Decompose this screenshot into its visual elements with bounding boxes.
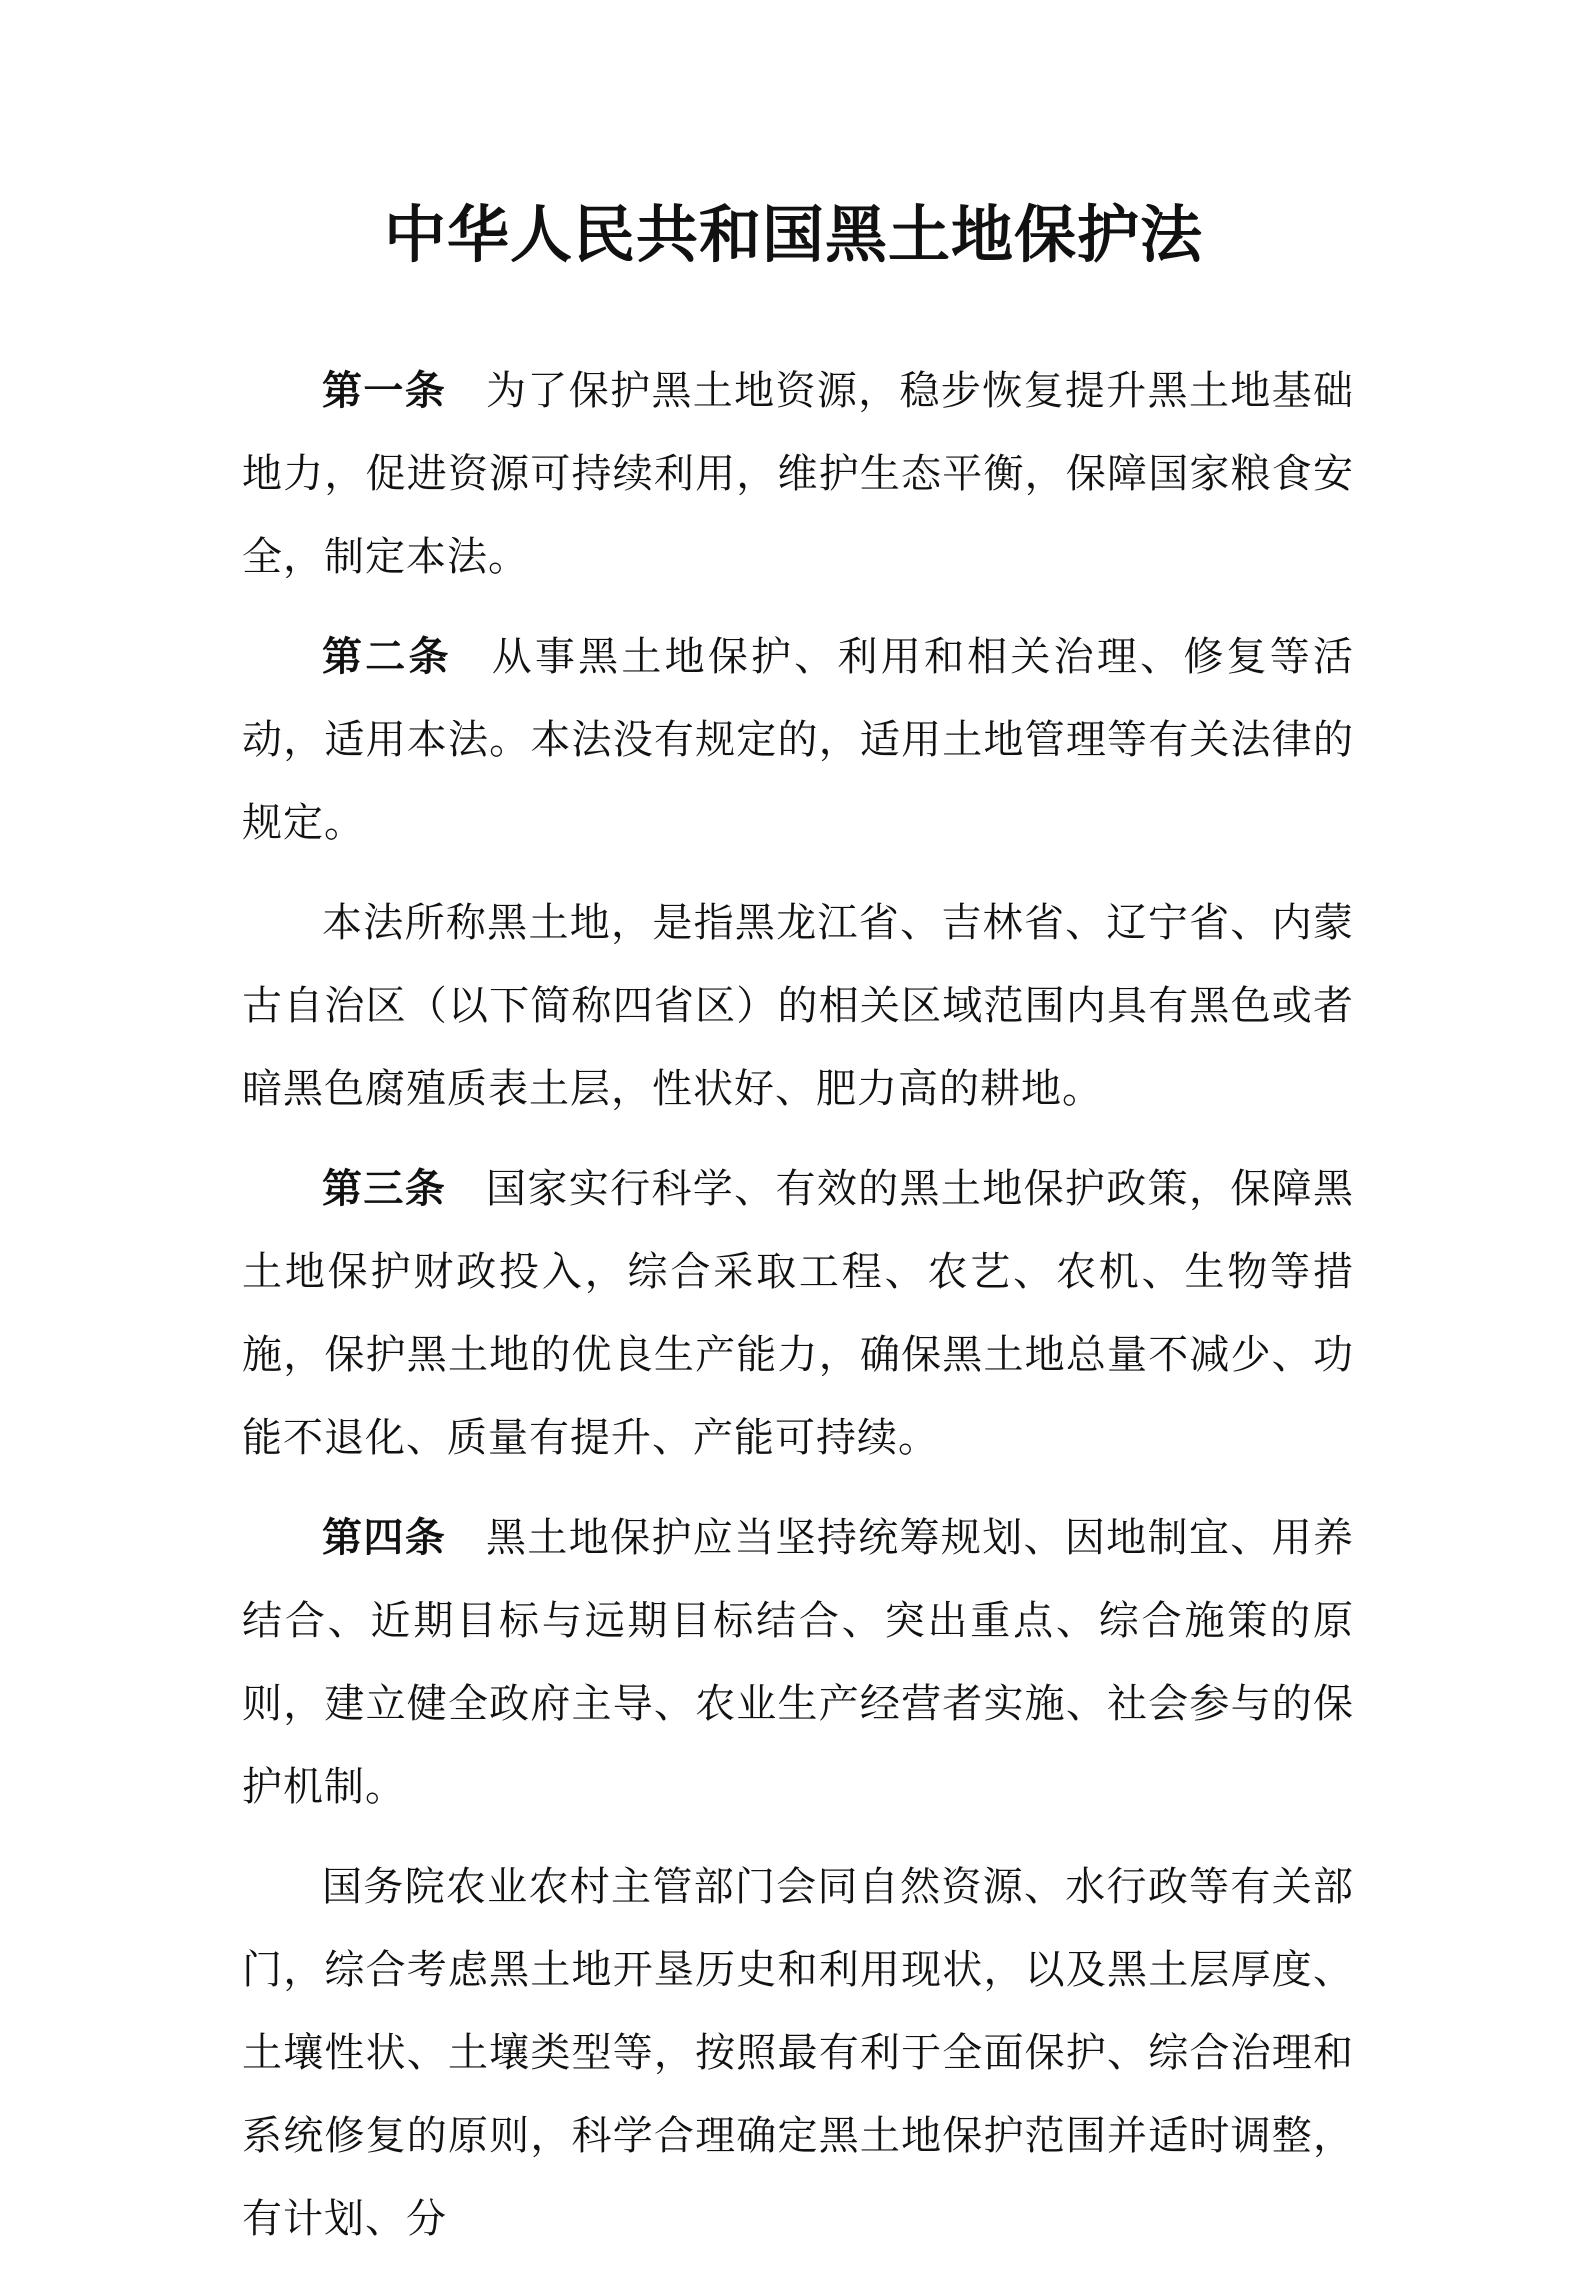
document-body [242, 350, 1354, 2278]
paragraph-text: 国家实行科学、有效的黑土地保护政策，保障黑土地保护财政投入，综合采取工程、农艺、农机、生物等措施，保护黑土地的优良生产能力，确保黑土地总量不减少、功能不退化、质量有提升、产能可持续。 [242, 1166, 1355, 1461]
article-number: 第二条 [322, 634, 452, 680]
paragraph-article-3 [242, 1148, 1354, 1480]
paragraph-article-2-clause-2 [242, 882, 1354, 1131]
paragraph-text: 国务院农业农村主管部门会同自然资源、水行政等有关部门，综合考虑黑土地开垦历史和利用现状，以及黑土层厚度、土壤性状、土壤类型等，按照最有利于全面保护、综合治理和系统修复的原则，科学合理确定黑土地保护范围并适时调整，有计划、分 [242, 1864, 1354, 2242]
paragraph-text: 黑土地保护应当坚持统筹规划、因地制宜、用养结合、近期目标与远期目标结合、突出重点、综合施策的原则，建立健全政府主导、农业生产经营者实施、社会参与的保护机制。 [242, 1515, 1355, 1810]
article-number: 第三条 [322, 1166, 447, 1212]
paragraph-article-1 [242, 350, 1354, 599]
paragraph-text: 从事黑土地保护、利用和相关治理、修复等活动，适用本法。本法没有规定的，适用土地管理等有关法律的规定。 [242, 634, 1355, 846]
document-title: 中华人民共和国黑土地保护法 [383, 198, 1203, 271]
article-number: 第四条 [322, 1515, 447, 1561]
paragraph-text: 本法所称黑土地，是指黑龙江省、吉林省、辽宁省、内蒙古自治区（以下简称四省区）的相关区域范围内具有黑色或者暗黑色腐殖质表土层，性状好、肥力高的耕地。 [242, 900, 1354, 1112]
paragraph-article-2 [242, 616, 1354, 865]
paragraph-article-4-clause-2 [242, 1846, 1354, 2261]
paragraph-text: 为了保护黑土地资源，稳步恢复提升黑土地基础地力，促进资源可持续利用，维护生态平衡，保障国家粮食安全，制定本法。 [242, 368, 1355, 580]
paragraph-article-4 [242, 1497, 1354, 1829]
article-number: 第一条 [322, 368, 447, 414]
